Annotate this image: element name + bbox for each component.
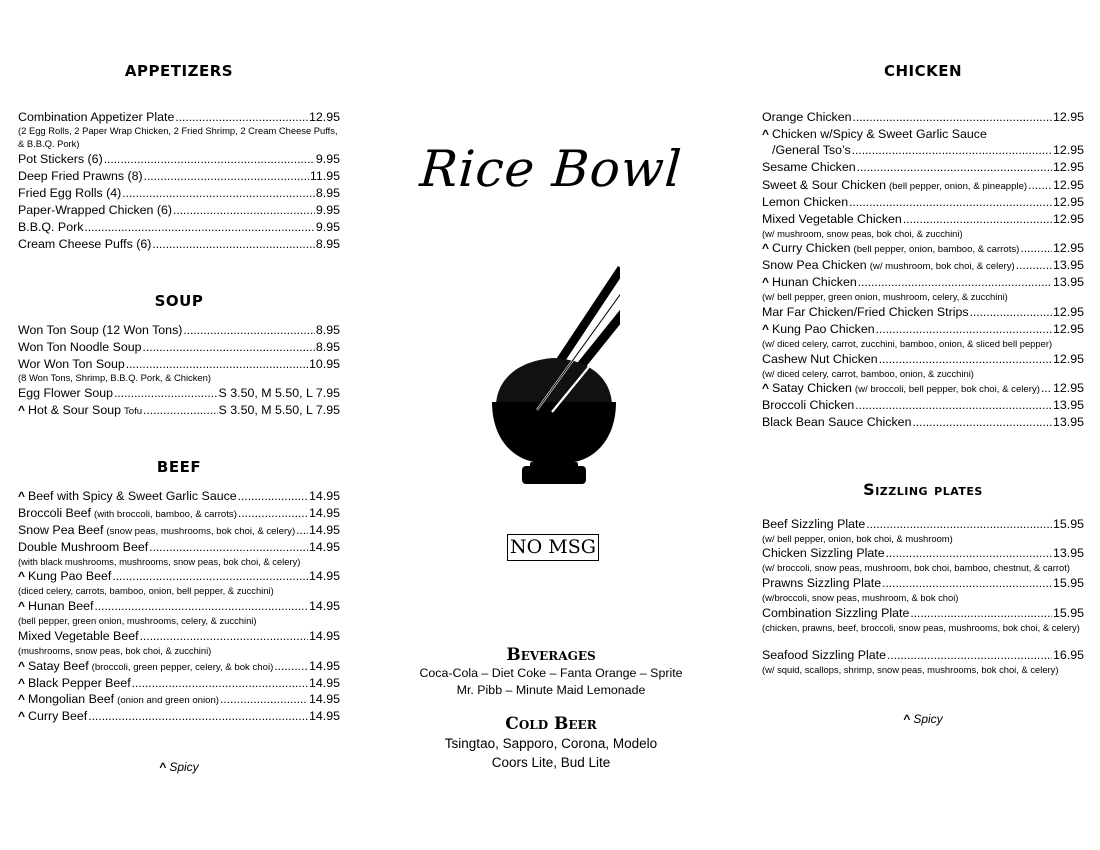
- menu-item: ^ Beef with Spicy & Sweet Garlic Sauce ..... 14.95: [18, 488, 340, 504]
- spicy-marker: ^: [18, 489, 26, 503]
- menu-item: ^ Mongolian Beef (onion and green onion) ..... 14.95: [18, 691, 340, 709]
- menu-item: Sweet & Sour Chicken (bell pepper, onion, & pineapple) ..... 12.95: [762, 177, 1084, 195]
- menu-item: Paper-Wrapped Chicken (6) ..... 9.95: [18, 202, 340, 218]
- menu-item: Mixed Vegetable Beef ..... 14.95: [18, 628, 340, 644]
- menu-item: B.B.Q. Pork ..... 9.95: [18, 219, 340, 235]
- chicken-heading: CHICKEN: [883, 62, 963, 80]
- spicy-marker: ^: [18, 709, 26, 723]
- middle-column: [400, 0, 702, 850]
- item-note: (w/ squid, scallops, shrimp, snow peas, mushrooms, bok choi, & celery): [762, 664, 1059, 675]
- spicy-legend: ^ Spicy: [903, 712, 943, 726]
- spicy-marker: ^: [762, 275, 770, 289]
- menu-item: Wor Won Ton Soup ..... 10.95: [18, 356, 340, 372]
- soup-heading: SOUP: [154, 292, 204, 310]
- menu-item: Cashew Nut Chicken ..... 12.95: [762, 351, 1084, 367]
- cold-beer-heading: Cold Beer: [505, 714, 597, 734]
- menu-item: Prawns Sizzling Plate ..... 15.95: [762, 575, 1084, 591]
- menu-item: ^ Curry Chicken (bell pepper, onion, bamboo, & carrots) ..... 12.95: [762, 240, 1084, 258]
- item-note: (mushrooms, snow peas, bok choi, & zucchini): [18, 645, 212, 656]
- spicy-marker: ^: [18, 599, 26, 613]
- spicy-legend: ^ Spicy: [159, 760, 199, 774]
- menu-item: Combination Sizzling Plate ..... 15.95: [762, 605, 1084, 621]
- menu-item: ^ Satay Beef (broccoli, green pepper, celery, & bok choi) ..... 14.95: [18, 658, 340, 676]
- appetizers-heading: APPETIZERS: [124, 62, 234, 80]
- item-note: (w/ diced celery, carrot, zucchini, bamboo, onion, & sliced bell pepper): [762, 338, 1053, 349]
- menu-item: Cream Cheese Puffs (6) ..... 8.95: [18, 236, 340, 252]
- menu-item: ^ Hot & Sour Soup Tofu ..... S 3.50, M 5.50, L 7.95: [18, 402, 340, 420]
- menu-item: ^ Black Pepper Beef ..... 14.95: [18, 675, 340, 691]
- restaurant-logo-text: Rice Bowl: [418, 140, 684, 198]
- item-note: (w/ bell pepper, green onion, mushroom, celery, & zucchini): [762, 291, 1008, 302]
- item-note: (2 Egg Rolls, 2 Paper Wrap Chicken, 2 Fried Shrimp, 2 Cream Cheese Puffs, & B.B.Q. Pork): [18, 125, 338, 149]
- menu-item: Combination Appetizer Plate ..... 12.95: [18, 109, 340, 125]
- beer-line: Tsingtao, Sapporo, Corona, Modelo: [444, 736, 658, 751]
- spicy-marker: ^: [18, 692, 26, 706]
- menu-item: Pot Stickers (6) ..... 9.95: [18, 151, 340, 167]
- menu-item: ^ Kung Pao Chicken ..... 12.95: [762, 321, 1084, 337]
- no-msg-badge: NO MSG: [507, 534, 599, 561]
- menu-item: Fried Egg Rolls (4) ..... 8.95: [18, 185, 340, 201]
- spicy-marker: ^: [18, 403, 26, 417]
- beer-line: Coors Lite, Bud Lite: [491, 755, 611, 770]
- menu-item: Snow Pea Beef (snow peas, mushrooms, bok choi, & celery) ..... 14.95: [18, 522, 340, 540]
- menu-item: Double Mushroom Beef ..... 14.95: [18, 539, 340, 555]
- item-note: (w/ bell pepper, onion, bok choi, & mushroom): [762, 533, 953, 544]
- menu-item: Orange Chicken ..... 12.95: [762, 109, 1084, 125]
- item-note: (with black mushrooms, mushrooms, snow peas, bok choi, & celery): [18, 556, 301, 567]
- sizzling-plates-heading: Sizzling plates: [863, 480, 983, 499]
- spicy-marker: ^: [762, 322, 770, 336]
- menu-item: Broccoli Chicken ..... 13.95: [762, 397, 1084, 413]
- spicy-marker: ^: [762, 381, 770, 395]
- spicy-marker: ^: [18, 569, 26, 583]
- item-note: (chicken, prawns, beef, broccoli, snow peas, mushrooms, bok choi, & celery): [762, 622, 1080, 633]
- menu-item: ^ Kung Pao Beef ..... 14.95: [18, 568, 340, 584]
- menu-item: ^ Hunan Chicken ..... 13.95: [762, 274, 1084, 290]
- rice-bowl-chopsticks-icon: [492, 262, 620, 490]
- spicy-marker: ^: [762, 241, 770, 255]
- item-note: (bell pepper, green onion, mushrooms, celery, & zucchini): [18, 615, 257, 626]
- menu-item: Snow Pea Chicken (w/ mushroom, bok choi, & celery) ..... 13.95: [762, 257, 1084, 275]
- menu-item: Seafood Sizzling Plate ..... 16.95: [762, 647, 1084, 663]
- menu-item: Black Bean Sauce Chicken ..... 13.95: [762, 414, 1084, 430]
- menu-item-continued: /General Tso’s ..... 12.95: [762, 142, 1084, 158]
- menu-item: Broccoli Beef (with broccoli, bamboo, & carrots) ..... 14.95: [18, 505, 340, 523]
- menu-item: Mixed Vegetable Chicken ..... 12.95: [762, 211, 1084, 227]
- item-note: (w/ broccoli, snow peas, mushroom, bok choi, bamboo, chestnut, & carrot): [762, 562, 1070, 573]
- beverages-heading: Beverages: [506, 645, 596, 665]
- item-note: (diced celery, carrots, bamboo, onion, bell pepper, & zucchini): [18, 585, 274, 596]
- beverages-line: Mr. Pibb – Minute Maid Lemonade: [456, 683, 646, 697]
- item-note: (8 Won Tons, Shrimp, B.B.Q. Pork, & Chicken): [18, 372, 211, 383]
- spicy-marker: ^: [18, 659, 26, 673]
- menu-item: Mar Far Chicken/Fried Chicken Strips ..... 12.95: [762, 304, 1084, 320]
- menu-item: Won Ton Soup (12 Won Tons) ..... 8.95: [18, 322, 340, 338]
- item-note: (w/broccoli, snow peas, mushroom, & bok choi): [762, 592, 959, 603]
- beverages-line: Coca-Cola – Diet Coke – Fanta Orange – Sprite: [419, 666, 683, 680]
- menu-item: Won Ton Noodle Soup ..... 8.95: [18, 339, 340, 355]
- menu-item: Sesame Chicken ..... 12.95: [762, 159, 1084, 175]
- menu-item: Lemon Chicken ..... 12.95: [762, 194, 1084, 210]
- menu-item: Deep Fried Prawns (8) ..... 11.95: [18, 168, 340, 184]
- beef-heading: BEEF: [156, 458, 202, 476]
- item-note: (w/ diced celery, carrot, bamboo, onion, & zucchini): [762, 368, 974, 379]
- menu-item: Egg Flower Soup ..... S 3.50, M 5.50, L 7.95: [18, 385, 340, 401]
- spicy-marker: ^: [762, 127, 770, 141]
- menu-item: ^ Hunan Beef ..... 14.95: [18, 598, 340, 614]
- menu-item: Chicken Sizzling Plate ..... 13.95: [762, 545, 1084, 561]
- menu-item: ^ Chicken w/Spicy & Sweet Garlic Sauce: [762, 127, 987, 141]
- menu-item: ^ Curry Beef ..... 14.95: [18, 708, 340, 724]
- spicy-marker: ^: [18, 676, 26, 690]
- item-note: (w/ mushroom, snow peas, bok choi, & zucchini): [762, 228, 963, 239]
- menu-item: ^ Satay Chicken (w/ broccoli, bell pepper, bok choi, & celery) ..... 12.95: [762, 380, 1084, 398]
- menu-item: Beef Sizzling Plate ..... 15.95: [762, 516, 1084, 532]
